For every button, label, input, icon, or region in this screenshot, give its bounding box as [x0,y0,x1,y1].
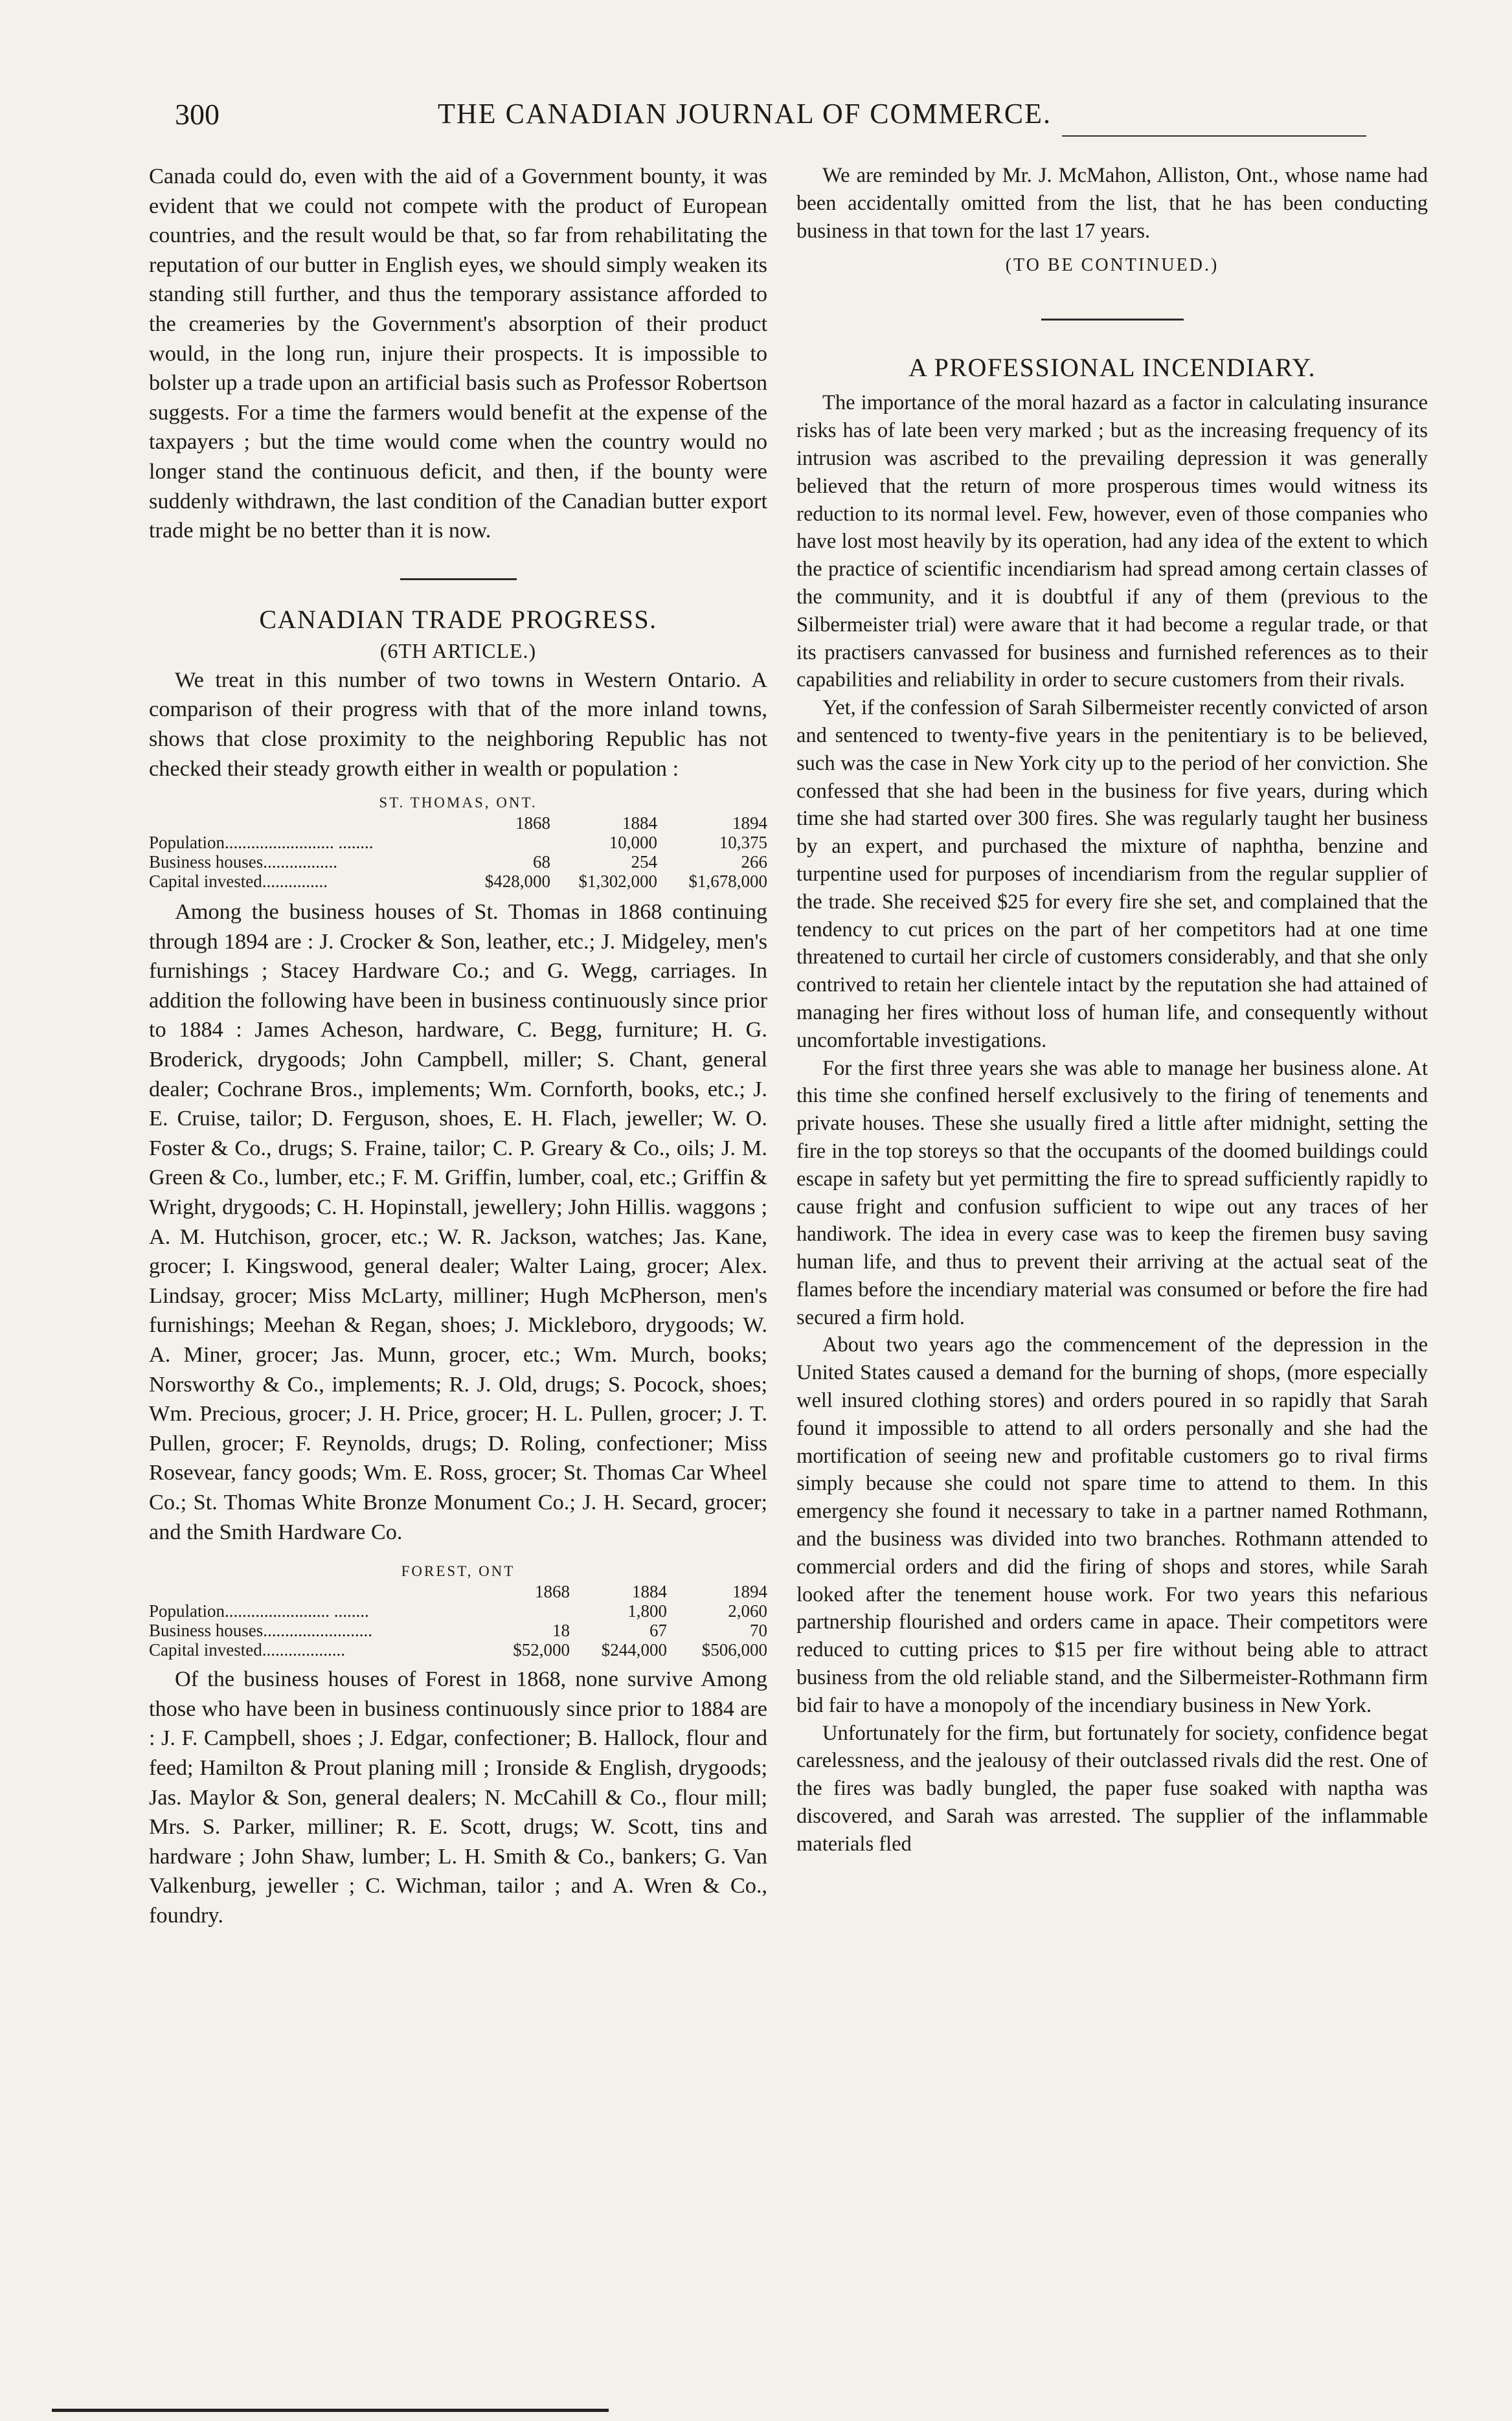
incendiary-paragraph: The importance of the moral hazard as a factor in calculating insurance risks has of late been very marked ; but as the increasing frequency of its intrusion was ascribed to the prevailing depression it was generally believed that the return of more prosperous times would witness its reduction to its normal level. Few, however, even of those companies who have lost most heavily by its operation, had any idea of the extent to which the practice of scientific incendiarism had spread among certain classes of the community, and it is doubtful if any of them (previous to the Silbermeister trial) were aware that it had become a regular trade, or that its practisers canvassed for business and furnished references as to their capabilities and reliability in order to secure customers from their rivals. [796,391,1428,692]
row-label: Capital invested............... [149,872,328,892]
st-thomas-table-title: ST. THOMAS, ONT. [379,794,537,811]
cell-value: $1,302,000 [578,872,657,892]
trade-progress-title: CANADIAN TRADE PROGRESS. [259,604,657,634]
year-header: 1894 [732,813,767,833]
table-row [149,1640,767,1660]
cell-value: 18 [552,1621,570,1641]
row-label: Capital invested................... [149,1640,345,1660]
cell-value [453,833,550,852]
cell-value: $52,000 [513,1640,570,1660]
row-label: Business houses................. [149,852,338,872]
cell-value: $244,000 [601,1640,667,1660]
trade-progress-intro: We treat in this number of two towns in Western Ontario. A comparison of their progress with that of the more inland towns, shows that close proximity to the neighboring Republic has not checked their steady growth either in wealth or population : [149,667,767,781]
mcmahon-note: We are reminded by Mr. J. McMahon, Alliston, Ont., whose name had been accidentally omitted from the list, that he has been conducting business in that town for the last 17 years. [796,164,1428,243]
table-row [149,833,767,852]
year-header: 1884 [632,1582,667,1602]
cell-value: 254 [631,852,657,872]
table-row [149,872,767,891]
table-row [149,1621,767,1640]
forest-table-title: FOREST, ONT [401,1563,515,1580]
st-thomas-table [149,813,767,891]
incendiary-title: A PROFESSIONAL INCENDIARY. [908,353,1316,383]
cell-value: 10,000 [609,833,657,853]
page-number: 300 [175,98,220,131]
cell-value: 68 [533,852,550,872]
header-rule [1062,135,1366,137]
year-header: 1884 [622,813,657,833]
cell-value: 10,375 [719,833,767,853]
year-header: 1868 [535,1582,570,1602]
table-row [149,1601,767,1621]
cell-value: 266 [741,852,767,872]
butter-bounty-paragraph: Canada could do, even with the aid of a Government bounty, it was evident that we could not compete with the product of European countries, and the result would be that, so far from rehabilitating the reputation of our butter in English eyes, we should simply weaken its standing still further, and thus the temporary assistance afforded to the creameries by the Government's absorption of their product would, in the long run, injure their prospects. It is impossible to bolster up a trade upon an artificial basis such as Professor Robertson suggests. For a time the farmers would benefit at the expense of the taxpayers ; but the time would come when the country would no longer stand the continuous deficit, and then, if the bounty were suddenly withdrawn, the last condition of the Canadian butter export trade might be no better than it is now. [149,164,767,543]
cell-value: 70 [750,1621,767,1641]
incendiary-paragraph: Yet, if the confession of Sarah Silbermeister recently convicted of arson and sentenced to twenty-five years in the penitentiary is to be believed, such was the case in New York city up to the period of her conviction. She confessed that she had been in the business for five years, during which time she had started over 300 fires. She was regularly taught her business by an expert, and purchased the mixture of naphtha, benzine and turpentine used for purposes of incendiarism from the regular supplier of the trade. She received $25 for every fire she set, and complained that the tendency to cut prices on the part of her competitors had at one time threatened to curtail her circle of customers considerably, and that she only contrived to retain her clientele intact by the reputation she had attained of managing her fires without loss of human life, and consequently without uncomfortable investigations. [796,696,1428,1052]
year-header: 1868 [515,813,550,833]
table-header-row [149,1582,767,1601]
to-be-continued: (TO BE CONTINUED.) [1005,255,1219,276]
cell-value: $1,678,000 [688,872,767,892]
cell-value: $428,000 [484,872,550,892]
footer-rule [52,2409,609,2412]
row-label: Population........................ ........ [149,1601,369,1621]
cell-value: 67 [649,1621,667,1641]
section-divider [1041,319,1184,321]
row-label: Population......................... ........ [149,833,374,853]
cell-value: $506,000 [701,1640,767,1660]
forest-business-houses: Of the business houses of Forest in 1868, none survive Among those who have been in business continuously since prior to 1884 are : J. F. Campbell, shoes ; J. Edgar, confectioner; B. Hallock, flour and feed; Hamilton & Prout planing mill ; Ironside & English, drygoods; Jas. Maylor & Son, general dealers; N. McCahill & Co., flour mill; Mrs. S. Parker, milliner; R. E. Scott, drugs; W. Scott, tins and hardware ; John Shaw, lumber; L. H. Smith & Co., bankers; G. Van Valkenburg, jeweller ; C. Wichman, tailor ; and A. Wren & Co., foundry. [149,1667,767,1928]
trade-progress-subtitle: (6TH ARTICLE.) [379,638,537,662]
row-label: Business houses......................... [149,1621,373,1641]
left-column [149,162,767,1931]
incendiary-paragraph: Unfortunately for the firm, but fortunately for society, confidence begat carelessness, and the jealousy of their outclassed rivals did the rest. One of the fires was badly bungled, the paper fuse soaked with naptha was discovered, and Sarah was arrested. The supplier of the inflammable materials fled [796,1721,1428,1856]
year-header: 1894 [732,1582,767,1602]
page-header [97,97,1392,129]
table-row [149,852,767,872]
table-header-row [149,813,767,833]
cell-value [499,1601,570,1621]
journal-title: THE CANADIAN JOURNAL OF COMMERCE. [437,98,1052,129]
forest-table [149,1582,767,1660]
st-thomas-business-houses: Among the business houses of St. Thomas in 1868 continuing through 1894 are : J. Crocker & Son, leather, etc.; J. Midgeley, men's furnishings ; Stacey Hardware Co.; and G. Wegg, carriages. In addition the following have been in business continuously since prior to 1884 : James Acheson, hardware, C. Begg, furniture; H. G. Broderick, drygoods; John Campbell, miller; S. Chant, general dealer; Cochrane Bros., implements; Wm. Cornforth, books, etc.; J. E. Cruise, tailor; D. Ferguson, shoes, E. H. Flach, jeweller; W. O. Foster & Co., drugs; S. Fraine, tailor; C. P. Greary & Co., oils; J. M. Green & Co., lumber, etc.; F. M. Griffin, lumber, coal, etc.; Griffin & Wright, drygoods; C. H. Hopinstall, jewellery; John Hillis. waggons ; A. M. Hutchison, grocer, etc.; W. R. Jackson, watches; Jas. Kane, grocer; I. Kingswood, general dealer; Walter Laing, grocer; Alex. Lindsay, grocer; Miss McLarty, milliner; Hugh McPherson, men's furnishings; Meehan & Regan, shoes; J. Mickleboro, drygoods; W. A. Miner, grocer; Jas. Munn, grocer, etc.; Wm. Murch, books; Norsworthy & Co., implements; R. J. Old, drugs; S. Pocock, shoes; Wm. Precious, grocer; J. H. Price, grocer; H. L. Pullen, grocer; J. T. Pullen, grocer; F. Reynolds, drugs; D. Roling, confectioner; Miss Rosevear, fancy goods; Wm. E. Ross, grocer; St. Thomas Car Wheel Co.; St. Thomas White Bronze Monument Co.; J. H. Secard, grocer; and the Smith Hardware Co. [149,899,767,1544]
cell-value: 1,800 [627,1601,667,1621]
right-column [796,162,1428,1858]
incendiary-paragraph: For the first three years she was able to manage her business alone. At this time she confined herself exclusively to the firing of tenements and private houses. These she usually fired a little after midnight, setting the fire in the top storeys so that the occupants of the doomed buildings could escape in safety but yet permitting the fire to spread sufficiently rapidly to cause fright and confusion sufficient to wipe out any traces of her handiwork. The idea in every case was to keep the firemen busy saving human life, and thus to prevent their arriving at the actual seat of the flames before the incendiary material was consumed or before the fire had secured a firm hold. [796,1056,1428,1329]
cell-value: 2,060 [728,1601,767,1621]
section-divider [400,578,517,580]
incendiary-paragraph: About two years ago the commencement of the depression in the United States caused a demand for the burning of shops, (more especially well insured clothing stores) and orders poured in so rapidly that Sarah found it impossible to attend to all orders personally and she had the mortification of seeing new and profitable customers go to rival firms simply because she could not spare time to attend to them. In this emergency she found it necessary to take in a partner named Rothmann, and the business was divided into two branches. Rothmann attended to commercial orders and did the firing of shops and stores, while Sarah looked after the tenement house work. For two years this nefarious partnership flourished and orders came in apace. Their competitors were reduced to cutting prices to $15 per fire without being able to attract business from the old reliable stand, and the Silbermeister-Rothmann firm bid fair to have a monopoly of the incendiary business in New York. [796,1333,1428,1717]
